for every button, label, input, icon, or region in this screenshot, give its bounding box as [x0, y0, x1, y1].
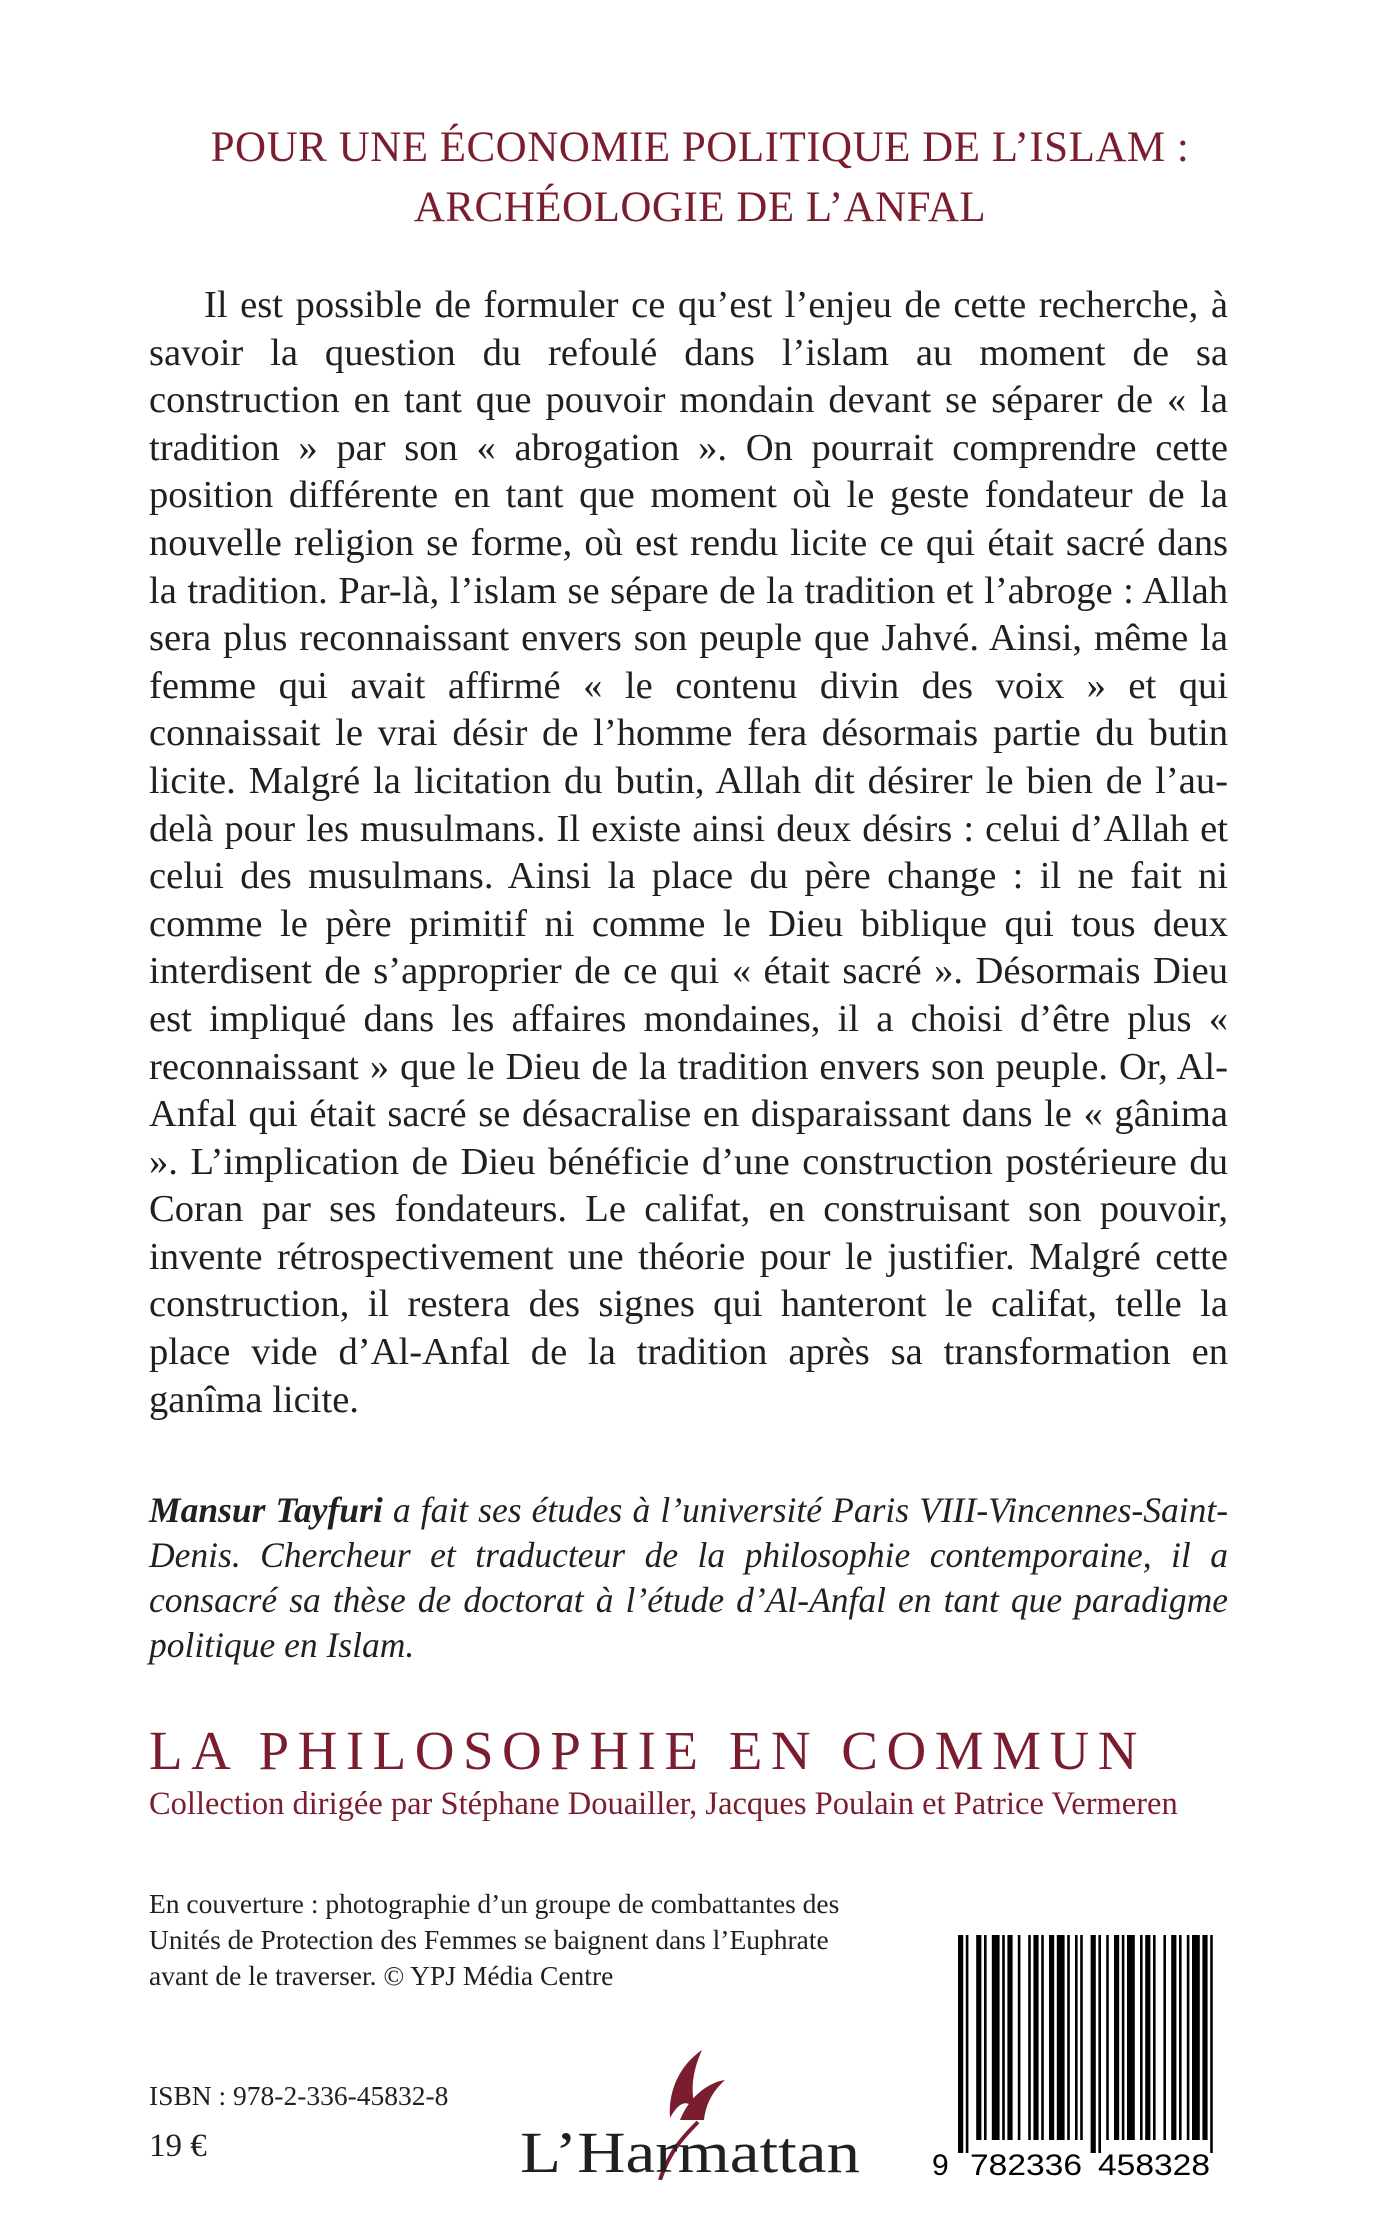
barcode-digit-first: 9 — [932, 2149, 949, 2181]
barcode-bar — [1098, 1935, 1101, 2153]
barcode-bar — [1127, 1935, 1135, 2140]
author-bio-text: a fait ses études à l’université Paris VIII-Vincennes-Saint-Denis. Chercheur et traducteur de la philosophie contemporaine, il a consacré sa thèse de doctorat à l’étude d’Al-Anfal en tant que paradigme politique en Islam. — [149, 1490, 1229, 1665]
publisher-name: L’Harmattan — [520, 2120, 860, 2180]
barcode-bar — [1114, 1935, 1119, 2140]
barcode-digits-left: 782336 — [970, 2149, 1082, 2181]
barcode-bar — [958, 1935, 963, 2153]
barcode-bar — [1140, 1935, 1143, 2140]
barcode-bar — [1091, 1935, 1096, 2153]
barcode-bar — [1067, 1935, 1070, 2140]
barcode-bar — [1122, 1935, 1125, 2140]
barcode-bar — [1007, 1935, 1012, 2140]
author-name: Mansur Tayfuri — [149, 1490, 383, 1530]
collection-directors: Collection dirigée par Stéphane Douailler, Jacques Poulain et Patrice Vermeren — [149, 1786, 1178, 1822]
barcode-bar — [992, 1935, 1000, 2140]
barcode-bar — [1145, 1935, 1150, 2140]
barcode-bar — [1153, 1935, 1156, 2140]
author-bio — [149, 1488, 1228, 1668]
barcode-bar — [1210, 1935, 1213, 2153]
barcode-bar — [1057, 1935, 1065, 2140]
barcode-bar — [1033, 1935, 1038, 2140]
book-title-line-1: POUR UNE ÉCONOMIE POLITIQUE DE L’ISLAM : — [210, 124, 1190, 171]
barcode-bar — [966, 1935, 969, 2153]
barcode-bar — [1028, 1935, 1031, 2140]
barcode-bar — [1080, 1935, 1083, 2140]
barcode-bar — [976, 1935, 981, 2140]
isbn: ISBN : 978-2-336-45832-8 — [149, 2080, 449, 2111]
cover-credit: En couverture : photographie d’un groupe de combattantes des Unités de Protection des Femmes se baignent dans l’Euphrate avant de le traverser. © YPJ Média Centre — [149, 1888, 840, 1991]
barcode-bar — [1002, 1935, 1005, 2140]
barcode-bar — [1106, 1935, 1109, 2140]
price: 19 € — [149, 2128, 207, 2164]
barcode-bar — [1192, 1935, 1200, 2140]
collection-name: LA PHILOSOPHIE EN COMMUN — [149, 1720, 1146, 1781]
barcode-digits-right: 458328 — [1098, 2149, 1210, 2181]
summary-paragraph: Il est possible de formuler ce qu’est l’enjeu de cette recherche, à savoir la question du refoulé dans l’islam au moment de sa construction en tant que pouvoir mondain devant se séparer de « la tradition » par son « abrogation ». On pourrait comprendre cette position différente en tant que moment où le geste fondateur de la nouvelle religion se forme, où est rendu licite ce qui était sacré dans la tradition. Par-là, l’islam se sépare de la tradition et l’abroge : Allah sera plus reconnaissant envers son peuple que Jahvé. Ainsi, même la femme qui avait affirmé « le contenu divin des voix » et qui connaissait le vrai désir de l’homme fera désormais partie du butin licite. Malgré la licitation du butin, Allah dit désirer le bien de l’au-delà pour les musulmans. Il existe ainsi deux désirs : celui d’Allah et celui des musulmans. Ainsi la place du père change : il ne fait ni comme le père primitif ni comme le Dieu biblique qui tous deux interdisent de s’approprier de ce qui « était sacré ». Désormais Dieu est impliqué dans les affaires mondaines, il a choisi d’être plus « reconnaissant » que le Dieu de la tradition envers son peuple. Or, Al-Anfal qui était sacré se désacralise en disparaissant dans le « gânima ». L’implication de Dieu bénéficie d’une construction postérieure du Coran par ses fondateurs. Le califat, en construisant son pouvoir, invente rétrospectivement une théorie pour le justifier. Malgré cette construction, il restera des signes qui hanteront le califat, telle la place vide d’Al-Anfal de la tradition après sa transformation en ganîma licite. — [149, 284, 1228, 1421]
barcode-bar — [1171, 1935, 1176, 2140]
barcode-bar — [984, 1935, 987, 2140]
barcode-bar — [1041, 1935, 1044, 2140]
barcode — [930, 1935, 1230, 2181]
barcode-bar — [1075, 1935, 1078, 2140]
book-title — [0, 118, 1400, 238]
barcode-bar — [1049, 1935, 1054, 2140]
barcode-bar — [1202, 1935, 1207, 2140]
publisher-logo — [520, 2040, 860, 2180]
barcode-bars — [958, 1935, 1213, 2153]
barcode-bar — [1187, 1935, 1190, 2140]
book-title-line-2: ARCHÉOLOGIE DE L’ANFAL — [413, 184, 987, 231]
barcode-bar — [1163, 1935, 1166, 2140]
barcode-bar — [1018, 1935, 1021, 2140]
barcode-bar — [1179, 1935, 1182, 2140]
